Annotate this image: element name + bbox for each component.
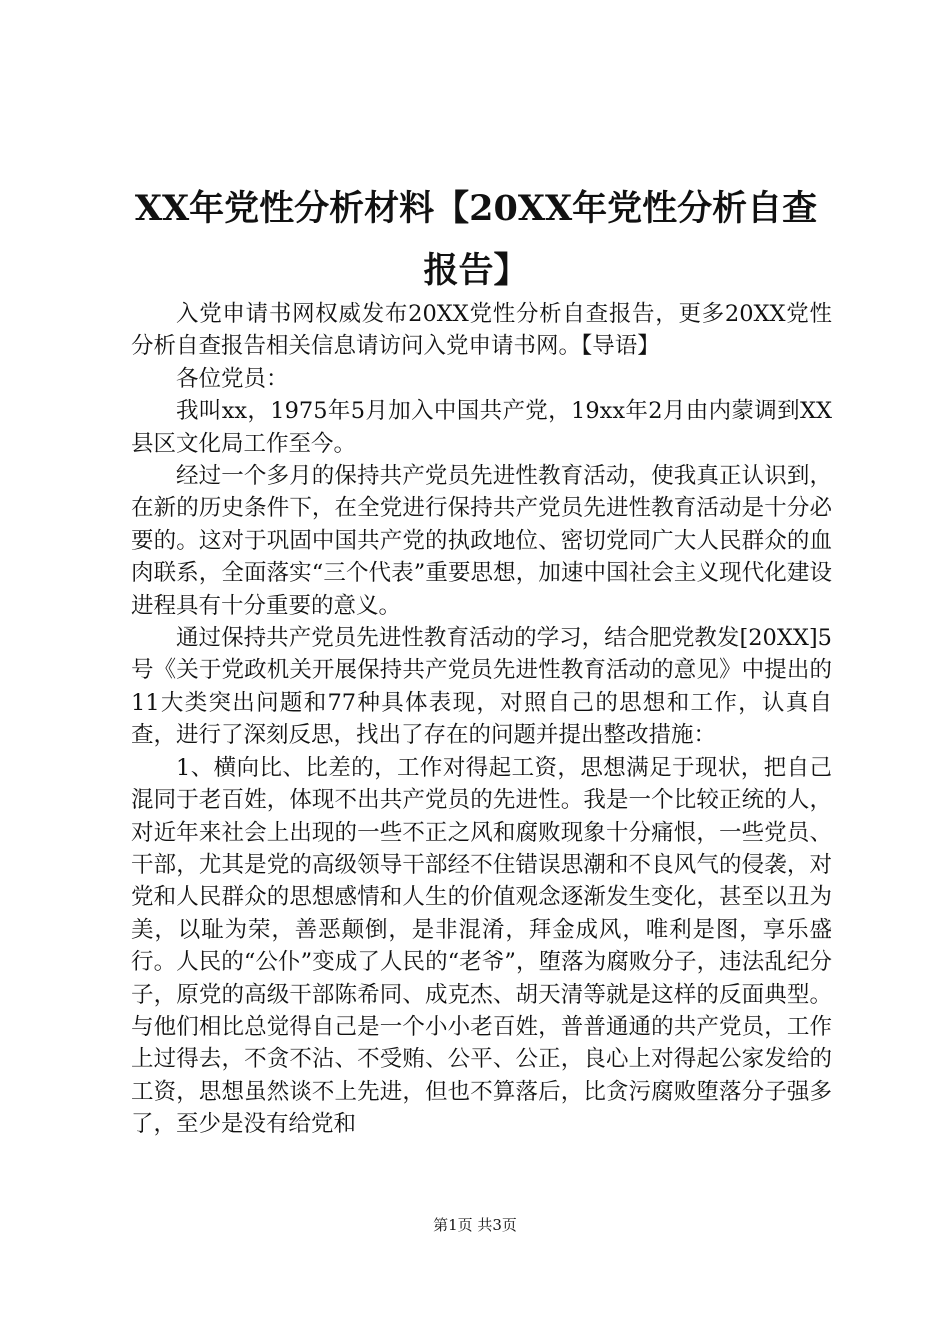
- body-paragraph-3: 通过保持共产党员先进性教育活动的学习，结合肥党教发[20XX]5号《关于党政机关开展保持共产党员先进性教育活动的意见》中提出的11大类突出问题和77种具体表现，对照自己的思想和工作，认真自查，进行了深刻反思，找出了存在的问题并提出整改措施：: [131, 625, 832, 749]
- page-footer: [0, 1215, 950, 1235]
- body-paragraph-2: 经过一个多月的保持共产党员先进性教育活动，使我真正认识到，在新的历史条件下，在全党进行保持共产党员先进性教育活动是十分必要的。这对于巩固中国共产党的执政地位、密切党同广大人民群众的血肉联系，全面落实“三个代表”重要思想，加速中国社会主义现代化建设进程具有十分重要的意义。: [131, 463, 832, 619]
- document-title: XX年党性分析材料【20XX年党性分析自查报告】: [134, 188, 818, 291]
- body-paragraph-4: 1、横向比、比差的，工作对得起工资，思想满足于现状，把自己混同于老百姓，体现不出共产党员的先进性。我是一个比较正统的人，对近年来社会上出现的一些不正之风和腐败现象十分痛恨，一些党员、干部，尤其是党的高级领导干部经不住错误思潮和不良风气的侵袭，对党和人民群众的思想感情和人生的价值观念逐渐发生变化，甚至以丑为美，以耻为荣，善恶颠倒，是非混淆，拜金成风，唯利是图，享乐盛行。人民的“公仆”变成了人民的“老爷”，堕落为腐败分子，违法乱纪分子，原党的高级干部陈希同、成克杰、胡天清等就是这样的反面典型。与他们相比总觉得自己是一个小小老百姓，普普通通的共产党员，工作上过得去，不贪不沾、不受贿、公平、公正，良心上对得起公家发给的工资，思想虽然谈不上先进，但也不算落后，比贪污腐败堕落分子强多了，至少是没有给党和: [131, 754, 832, 1138]
- document-body: [131, 298, 832, 1141]
- page-indicator: 第1页 共3页: [433, 1216, 517, 1234]
- body-paragraph-1: 我叫xx，1975年5月加入中国共产党，19xx年2月由内蒙调到XX县区文化局工作至今。: [131, 398, 832, 457]
- salutation: 各位党员：: [176, 365, 289, 392]
- intro-paragraph: 入党申请书网权威发布20XX党性分析自查报告，更多20XX党性分析自查报告相关信息请访问入党申请书网。【导语】: [131, 301, 832, 360]
